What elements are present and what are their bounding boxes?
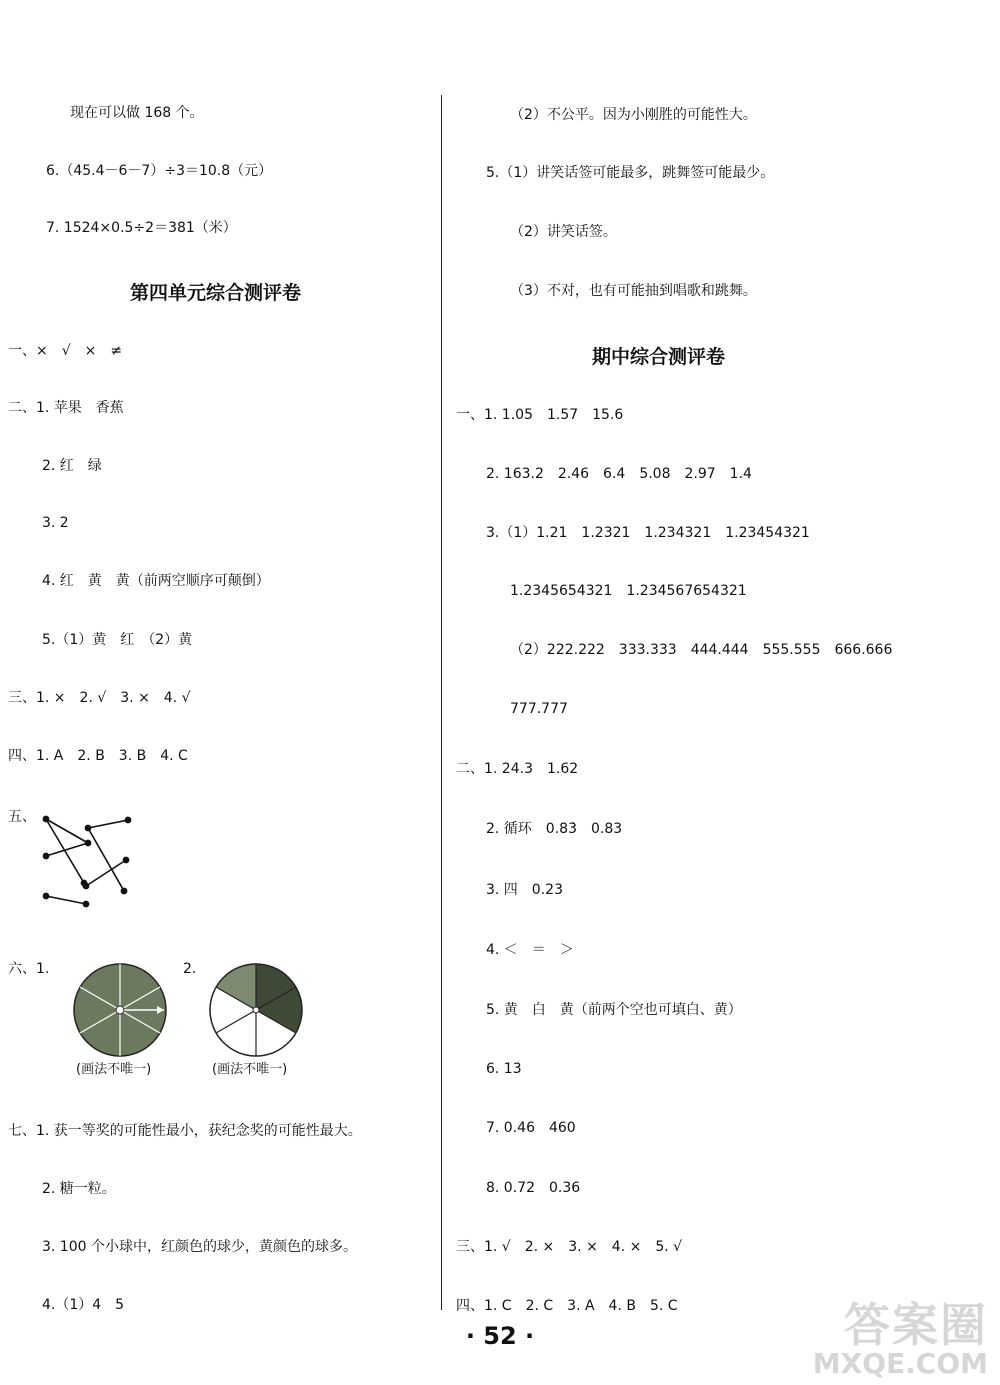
- right-line-18: 8. 0.72 0.36: [486, 1180, 581, 1196]
- right-line-1: （2）不公平。因为小刚胜的可能性大。: [510, 107, 757, 123]
- right-line-13: 3. 四 0.23: [486, 882, 563, 898]
- right-line-14: 4. ＜ ＝ ＞: [486, 942, 574, 958]
- spinner-2-diagram: [208, 962, 304, 1058]
- left-line-15: 2. 糖一粒。: [42, 1181, 116, 1197]
- left-line-2: 6.（45.4－6－7）÷3＝10.8（元）: [46, 163, 273, 179]
- right-line-17: 7. 0.46 460: [486, 1120, 576, 1136]
- left-line-5: 二、1. 苹果 香蕉: [8, 400, 124, 416]
- right-line-15: 5. 黄 白 黄（前两个空也可填白、黄）: [486, 1002, 742, 1018]
- right-line-9: （2）222.222 333.333 444.444 555.555 666.666: [510, 642, 893, 658]
- right-line-2: 5.（1）讲笑话签可能最多，跳舞签可能最少。: [486, 165, 775, 181]
- right-line-6: 2. 163.2 2.46 6.4 5.08 2.97 1.4: [486, 466, 752, 482]
- left-line-9: 5.（1）黄 红 （2）黄: [42, 632, 193, 648]
- left-line-12: 五、: [8, 809, 36, 825]
- left-line-13b: 2.: [183, 961, 197, 977]
- section-heading-midterm: 期中综合测评卷: [592, 346, 726, 368]
- right-line-7: 3.（1）1.21 1.2321 1.234321 1.23454321: [486, 525, 810, 541]
- left-line-11: 四、1. A 2. B 3. B 4. C: [8, 748, 188, 764]
- right-line-16: 6. 13: [486, 1061, 522, 1077]
- left-line-13a: 六、1.: [8, 961, 50, 977]
- watermark-url: MXQE.COM: [812, 1347, 988, 1380]
- matching-lines-diagram: [36, 808, 146, 918]
- left-line-7: 3. 2: [42, 515, 69, 531]
- left-line-16: 3. 100 个小球中，红颜色的球少，黄颜色的球多。: [42, 1239, 357, 1255]
- right-line-12: 2. 循环 0.83̇ 0.83: [486, 821, 623, 837]
- page-number: · 52 ·: [465, 1322, 535, 1350]
- spinner-2-caption: (画法不唯一): [212, 1062, 288, 1077]
- left-line-17: 4.（1）4 5: [42, 1297, 125, 1313]
- spinner-1-diagram: [72, 962, 168, 1058]
- right-line-11: 二、1. 24.3 1.62: [456, 761, 579, 777]
- watermark: [812, 1298, 988, 1380]
- right-line-20: 四、1. C 2. C 3. A 4. B 5. C: [456, 1298, 678, 1314]
- section-heading-unit4: 第四单元综合测评卷: [130, 282, 302, 304]
- left-line-8: 4. 红 黄 黄（前两空顺序可颠倒）: [42, 573, 270, 589]
- right-line-19: 三、1. √ 2. × 3. × 4. × 5. √: [456, 1239, 683, 1255]
- left-line-6: 2. 红 绿: [42, 458, 102, 474]
- right-line-8: 1.2345654321 1.234567654321: [510, 583, 747, 599]
- right-line-4: （3）不对，也有可能抽到唱歌和跳舞。: [510, 283, 757, 299]
- watermark-logo: 答案圈: [844, 1298, 988, 1352]
- left-line-1: 现在可以做 168 个。: [70, 105, 204, 121]
- right-line-3: （2）讲笑话签。: [510, 224, 617, 240]
- left-line-14: 七、1. 获一等奖的可能性最小，获纪念奖的可能性最大。: [8, 1123, 362, 1139]
- left-line-4: 一、× √ × ≠: [8, 343, 123, 359]
- column-divider: [441, 95, 442, 1310]
- right-line-5: 一、1. 1.05 1.57 15.6: [456, 407, 624, 423]
- right-line-10: 777.777: [510, 701, 568, 717]
- spinner-1-caption: (画法不唯一): [76, 1062, 152, 1077]
- left-line-3: 7. 1524×0.5÷2＝381（米）: [46, 220, 237, 236]
- left-line-10: 三、1. × 2. √ 3. × 4. √: [8, 690, 191, 706]
